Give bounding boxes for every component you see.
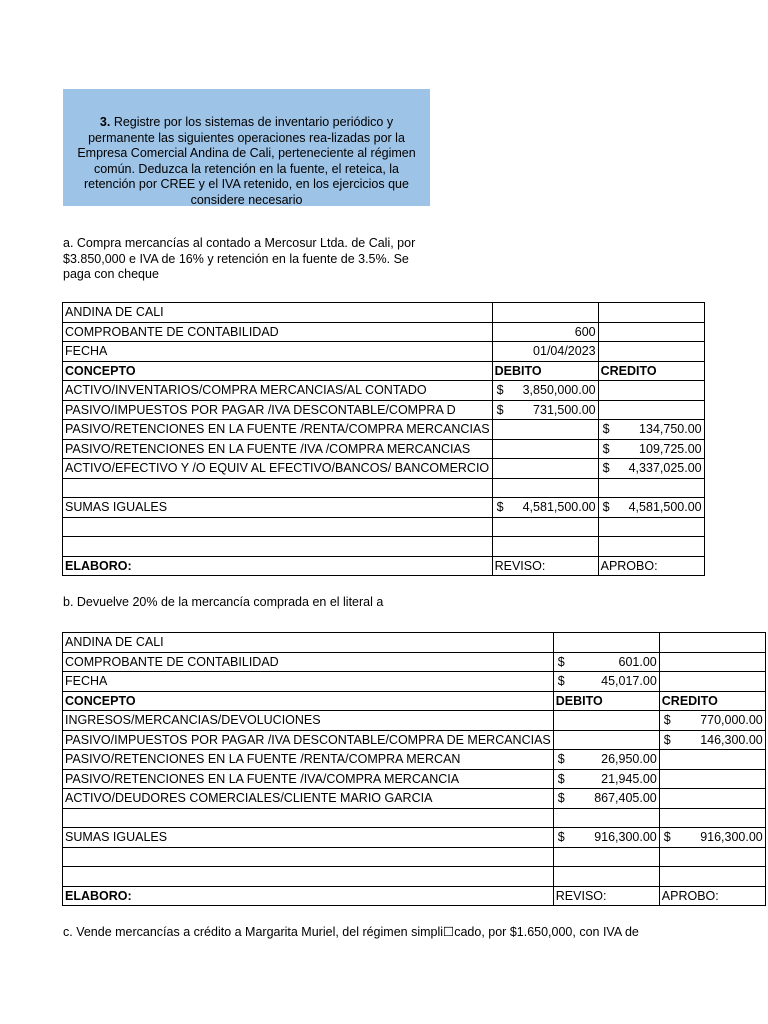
date-label: FECHA [63, 672, 554, 692]
entry-concept: INGRESOS/MERCANCIAS/DEVOLUCIONES [63, 711, 554, 731]
table-row [63, 867, 766, 887]
totals-row [63, 498, 705, 518]
table-row [63, 711, 766, 731]
total-credit: $ 4,581,500.00 [598, 498, 704, 518]
voucher-number: 600 [492, 322, 598, 342]
elaboro-label: ELABORO: [63, 886, 554, 906]
entry-credit: $ 146,300.00 [659, 730, 765, 750]
aprobo-label: APROBO: [598, 556, 704, 576]
elaboro-label: ELABORO: [63, 556, 493, 576]
entry-debit [492, 459, 598, 479]
entry-concept: PASIVO/RETENCIONES EN LA FUENTE /RENTA/COMPRA MERCANCIAS [63, 420, 493, 440]
table-row [63, 478, 705, 498]
entry-debit: $ 26,950.00 [553, 750, 659, 770]
table-row [63, 439, 705, 459]
exercise-instructions [63, 89, 430, 206]
entry-credit: $ 770,000.00 [659, 711, 765, 731]
entry-credit: $ 4,337,025.00 [598, 459, 704, 479]
entry-debit [492, 420, 598, 440]
entry-debit [553, 711, 659, 731]
entry-credit [659, 750, 765, 770]
table-row [63, 633, 766, 653]
signature-row [63, 556, 705, 576]
entry-credit [598, 400, 704, 420]
entry-debit [492, 439, 598, 459]
voucher-number: $ 601.00 [553, 652, 659, 672]
statement-c: c. Vende mercancías a crédito a Margarita Muriel, del régimen simpli☐cado, por $1.650,000, con IVA de [63, 925, 639, 939]
entry-debit: $ 867,405.00 [553, 789, 659, 809]
table-row [63, 847, 766, 867]
table-row [63, 672, 766, 692]
signature-row [63, 886, 766, 906]
entry-credit [659, 769, 765, 789]
table-row [63, 730, 766, 750]
table-row [63, 537, 705, 557]
total-debit: $ 4,581,500.00 [492, 498, 598, 518]
exercise-number: 3. [99, 115, 111, 129]
aprobo-label: APROBO: [659, 886, 765, 906]
entry-concept: PASIVO/RETENCIONES EN LA FUENTE /IVA/COMPRA MERCANCIA [63, 769, 554, 789]
entry-debit: $ 3,850,000.00 [492, 381, 598, 401]
voucher-label: COMPROBANTE DE CONTABILIDAD [63, 652, 554, 672]
entry-credit: $ 109,725.00 [598, 439, 704, 459]
table-row [63, 459, 705, 479]
table-row [63, 303, 705, 323]
debit-header: DEBITO [553, 691, 659, 711]
statement-a: a. Compra mercancías al contado a Mercosur Ltda. de Cali, por $3.850,000 e IVA de 16% y retención en la fuente de 3.5%. Se paga con cheque [63, 236, 416, 281]
date-value: $ 45,017.00 [553, 672, 659, 692]
table-row [63, 750, 766, 770]
date-value: 01/04/2023 [492, 342, 598, 362]
entry-debit: $ 21,945.00 [553, 769, 659, 789]
reviso-label: REVISO: [553, 886, 659, 906]
table-row [63, 322, 705, 342]
entry-credit [659, 789, 765, 809]
totals-row [63, 828, 766, 848]
table-header-row [63, 691, 766, 711]
credit-header: CREDITO [659, 691, 765, 711]
entry-credit: $ 134,750.00 [598, 420, 704, 440]
company-name: ANDINA DE CALI [63, 303, 493, 323]
voucher-table-b [62, 632, 766, 906]
table-row [63, 342, 705, 362]
table-row [63, 652, 766, 672]
statement-b: b. Devuelve 20% de la mercancía comprada en el literal a [63, 595, 384, 609]
entry-concept: PASIVO/IMPUESTOS POR PAGAR /IVA DESCONTABLE/COMPRA DE MERCANCIAS [63, 730, 554, 750]
table-row [63, 517, 705, 537]
date-label: FECHA [63, 342, 493, 362]
debit-header: DEBITO [492, 361, 598, 381]
entry-debit [553, 730, 659, 750]
entry-concept: PASIVO/RETENCIONES EN LA FUENTE /RENTA/COMPRA MERCAN [63, 750, 554, 770]
credit-header: CREDITO [598, 361, 704, 381]
company-name: ANDINA DE CALI [63, 633, 554, 653]
table-row [63, 420, 705, 440]
totals-label: SUMAS IGUALES [63, 828, 554, 848]
exercise-text: Registre por los sistemas de inventario periódico y permanente las siguientes operaciones rea-lizadas por la Empresa Comercial Andina de Cali, perteneciente al régimen común. Deduzca la retención en la fuente, el reteica, la retención por CREE y el IVA retenido, en los ejercicios que considere necesario [77, 115, 416, 207]
table-row [63, 769, 766, 789]
entry-debit: $ 731,500.00 [492, 400, 598, 420]
voucher-label: COMPROBANTE DE CONTABILIDAD [63, 322, 493, 342]
total-debit: $ 916,300.00 [553, 828, 659, 848]
entry-concept: PASIVO/IMPUESTOS POR PAGAR /IVA DESCONTABLE/COMPRA D [63, 400, 493, 420]
entry-concept: ACTIVO/DEUDORES COMERCIALES/CLIENTE MARIO GARCIA [63, 789, 554, 809]
concept-header: CONCEPTO [63, 361, 493, 381]
entry-concept: ACTIVO/EFECTIVO Y /O EQUIV AL EFECTIVO/BANCOS/ BANCOMERCIO [63, 459, 493, 479]
entry-credit [598, 381, 704, 401]
totals-label: SUMAS IGUALES [63, 498, 493, 518]
entry-concept: PASIVO/RETENCIONES EN LA FUENTE /IVA /COMPRA MERCANCIAS [63, 439, 493, 459]
reviso-label: REVISO: [492, 556, 598, 576]
total-credit: $ 916,300.00 [659, 828, 765, 848]
table-row [63, 381, 705, 401]
voucher-table-a [62, 302, 705, 576]
table-row [63, 789, 766, 809]
concept-header: CONCEPTO [63, 691, 554, 711]
entry-concept: ACTIVO/INVENTARIOS/COMPRA MERCANCIAS/AL CONTADO [63, 381, 493, 401]
table-row [63, 808, 766, 828]
table-header-row [63, 361, 705, 381]
table-row [63, 400, 705, 420]
